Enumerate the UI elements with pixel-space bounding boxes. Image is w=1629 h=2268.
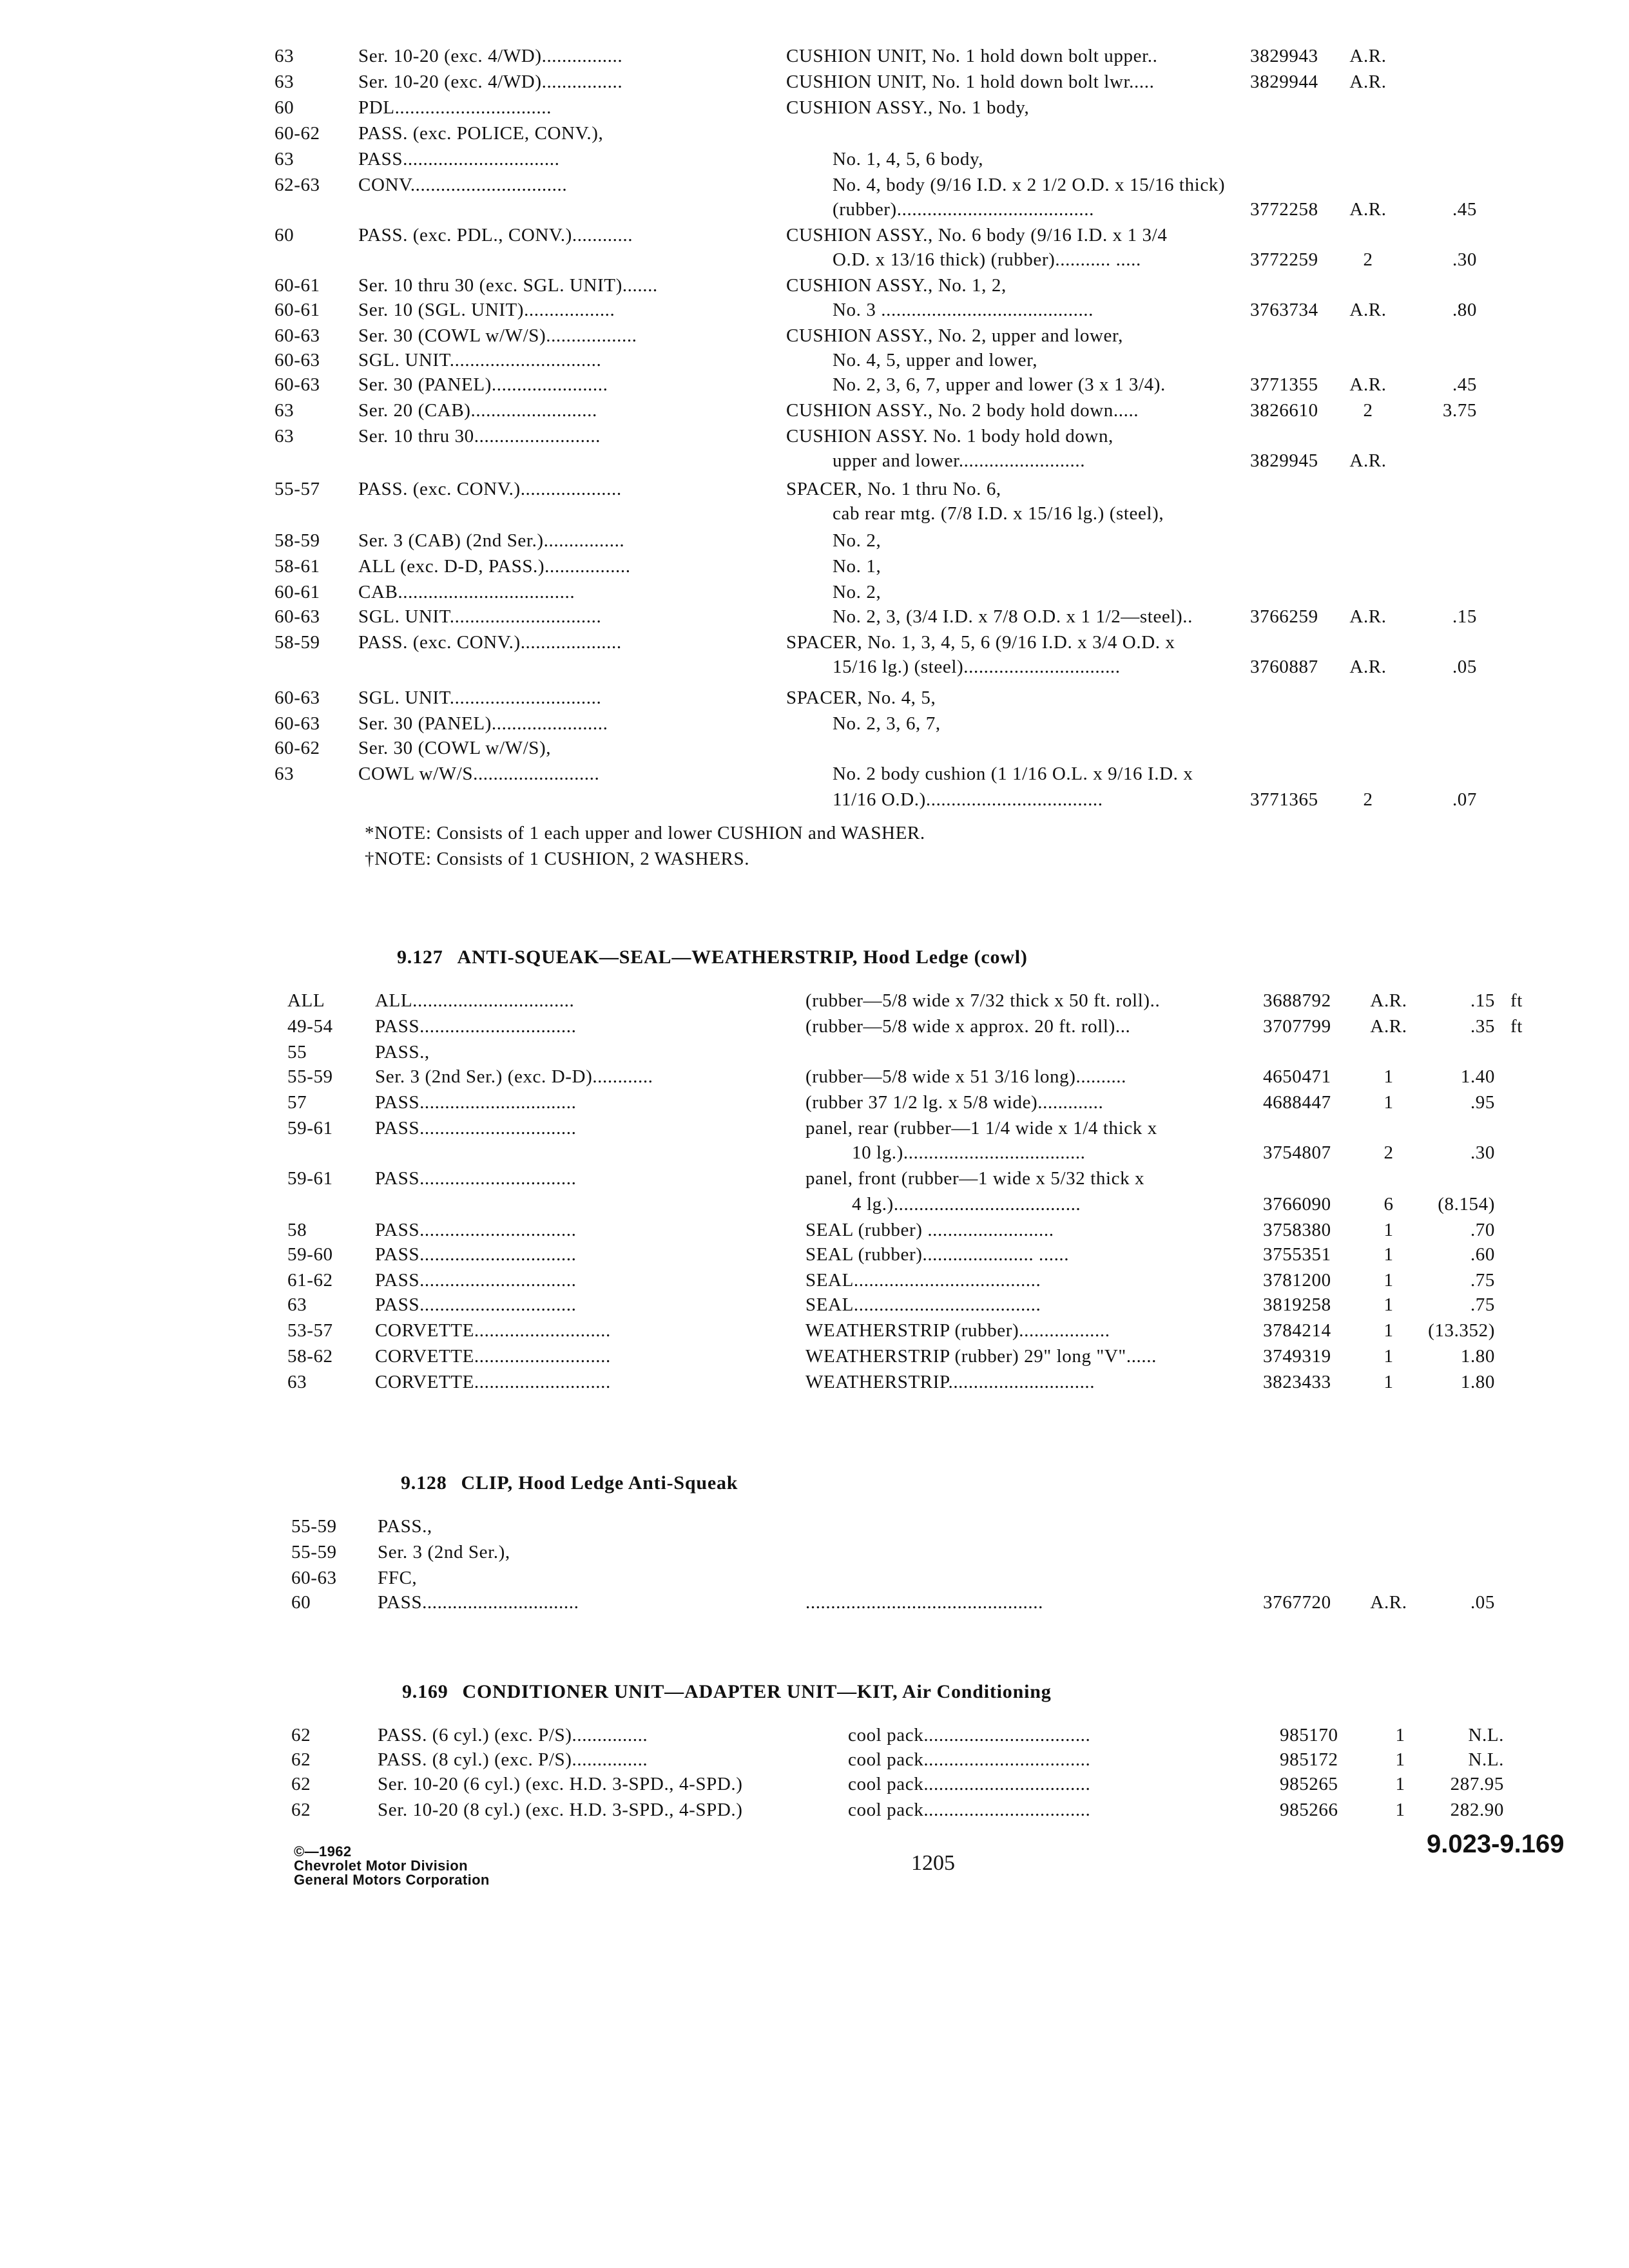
model-applicability: PASS............................... — [375, 1244, 577, 1265]
year-range: 63 — [275, 426, 294, 447]
quantity: 1 — [1395, 1725, 1405, 1745]
model-applicability: PASS. (exc. POLICE, CONV.), — [358, 123, 604, 144]
year-range: 63 — [275, 764, 294, 784]
part-description: 10 lg.).................................... — [852, 1142, 1086, 1163]
model-applicability: PDL............................... — [358, 97, 552, 118]
part-description: CUSHION ASSY. No. 1 body hold down, — [786, 426, 1113, 447]
quantity: 1 — [1395, 1774, 1405, 1794]
part-number: 3749319 — [1263, 1346, 1331, 1367]
part-description: No. 2, — [833, 582, 882, 602]
model-applicability: Ser. 20 (CAB)......................... — [358, 400, 597, 421]
year-range: 60-63 — [275, 713, 320, 734]
quantity: 1 — [1383, 1244, 1394, 1265]
model-applicability: PASS............................... — [375, 1220, 577, 1240]
part-number: 3766090 — [1263, 1194, 1331, 1215]
price: .95 — [1470, 1092, 1495, 1113]
year-range: 60-63 — [275, 606, 320, 627]
part-description: No. 2 body cushion (1 1/16 O.L. x 9/16 I.D. x — [833, 764, 1193, 784]
part-description: cab rear mtg. (7/8 I.D. x 15/16 lg.) (steel), — [833, 503, 1164, 524]
model-applicability: PASS............................... — [375, 1118, 577, 1139]
part-description: CUSHION UNIT, No. 1 hold down bolt lwr..... — [786, 72, 1155, 92]
quantity: A.R. — [1370, 1592, 1407, 1613]
part-description: No. 4, body (9/16 I.D. x 2 1/2 O.D. x 15/16 thick) — [833, 175, 1226, 195]
quantity: A.R. — [1349, 606, 1387, 627]
year-range: 62 — [291, 1725, 311, 1745]
part-description: ............................................... — [805, 1592, 1043, 1613]
year-range: 61-62 — [287, 1270, 333, 1291]
part-number: 985172 — [1280, 1749, 1338, 1770]
part-description: O.D. x 13/16 thick) (rubber)........... ..... — [833, 249, 1141, 270]
model-applicability: PASS., — [375, 1042, 430, 1062]
price: .30 — [1470, 1142, 1495, 1163]
model-applicability: PASS............................... — [358, 149, 560, 169]
year-range: 62-63 — [275, 175, 320, 195]
model-applicability: Ser. 3 (2nd Ser.) (exc. D-D)............ — [375, 1066, 653, 1087]
part-description: panel, rear (rubber—1 1/4 wide x 1/4 thick x — [805, 1118, 1157, 1139]
part-number: 4650471 — [1263, 1066, 1331, 1087]
footer-division: Chevrolet Motor Division — [294, 1858, 468, 1874]
part-number: 3771365 — [1250, 789, 1318, 810]
part-number: 3829943 — [1250, 46, 1318, 66]
part-number: 3829944 — [1250, 72, 1318, 92]
model-applicability: Ser. 30 (COWL w/W/S), — [358, 738, 552, 758]
price: .45 — [1452, 374, 1477, 395]
year-range: 60 — [275, 97, 294, 118]
price: .75 — [1470, 1294, 1495, 1315]
section-number: 9.169 — [402, 1681, 448, 1702]
part-description: 15/16 lg.) (steel)............................... — [833, 657, 1121, 677]
section-number: 9.128 — [401, 1472, 447, 1494]
part-number: 3772259 — [1250, 249, 1318, 270]
quantity: A.R. — [1349, 657, 1387, 677]
section-heading-9-127 — [397, 945, 1028, 970]
quantity: A.R. — [1349, 450, 1387, 471]
part-description: No. 1, 4, 5, 6 body, — [833, 149, 984, 169]
model-applicability: PASS. (exc. CONV.).................... — [358, 632, 622, 653]
year-range: 60 — [275, 225, 294, 245]
model-applicability: PASS............................... — [375, 1092, 577, 1113]
year-range: 60-62 — [275, 123, 320, 144]
part-description: No. 2, 3, 6, 7, — [833, 713, 941, 734]
part-description: (rubber 37 1/2 lg. x 5/8 wide)............. — [805, 1092, 1104, 1113]
price: .75 — [1470, 1270, 1495, 1291]
model-applicability: PASS............................... — [378, 1592, 579, 1613]
price: .80 — [1452, 300, 1477, 320]
year-range: 49-54 — [287, 1016, 333, 1037]
model-applicability: PASS. (exc. PDL., CONV.)............ — [358, 225, 633, 245]
part-description: No. 3 .......................................... — [833, 300, 1094, 320]
year-range: 55-59 — [291, 1516, 337, 1537]
part-number: 3772258 — [1250, 199, 1318, 220]
model-applicability: Ser. 30 (COWL w/W/S).................. — [358, 325, 637, 346]
year-range: 60-62 — [275, 738, 320, 758]
year-range: 60 — [291, 1592, 311, 1613]
model-applicability: PASS. (8 cyl.) (exc. P/S)............... — [378, 1749, 648, 1770]
part-description: SEAL (rubber) ......................... — [805, 1220, 1054, 1240]
note-cushion-washer: *NOTE: Consists of 1 each upper and lower CUSHION and WASHER. — [365, 823, 925, 843]
quantity: 6 — [1383, 1194, 1394, 1215]
price: 287.95 — [1450, 1774, 1504, 1794]
model-applicability: Ser. 30 (PANEL)....................... — [358, 713, 608, 734]
part-number: 3767720 — [1263, 1592, 1331, 1613]
part-description: SEAL..................................... — [805, 1270, 1041, 1291]
quantity: 1 — [1383, 1372, 1394, 1392]
section-title: CLIP, Hood Ledge Anti-Squeak — [461, 1472, 738, 1494]
section-title: ANTI-SQUEAK—SEAL—WEATHERSTRIP, Hood Ledge (cowl) — [457, 947, 1028, 968]
price: .60 — [1470, 1244, 1495, 1265]
model-applicability: CAB................................... — [358, 582, 575, 602]
quantity: 1 — [1383, 1294, 1394, 1315]
year-range: 55-59 — [287, 1066, 333, 1087]
part-description: No. 1, — [833, 556, 882, 577]
year-range: 59-61 — [287, 1118, 333, 1139]
price: .35 — [1470, 1016, 1495, 1037]
quantity: 1 — [1383, 1320, 1394, 1341]
model-applicability: PASS., — [378, 1516, 432, 1537]
part-description: No. 2, 3, (3/4 I.D. x 7/8 O.D. x 1 1/2—steel).. — [833, 606, 1193, 627]
price: N.L. — [1468, 1749, 1504, 1770]
quantity: A.R. — [1349, 46, 1387, 66]
footer-copyright: ©—1962 — [294, 1843, 352, 1860]
model-applicability: Ser. 10 thru 30......................... — [358, 426, 601, 447]
quantity: 1 — [1383, 1270, 1394, 1291]
quantity: 2 — [1363, 249, 1373, 270]
quantity: 1 — [1383, 1346, 1394, 1367]
part-description: WEATHERSTRIP (rubber) 29" long "V"...... — [805, 1346, 1157, 1367]
price: (13.352) — [1428, 1320, 1495, 1341]
quantity: A.R. — [1370, 1016, 1407, 1037]
model-applicability: Ser. 10-20 (exc. 4/WD)................ — [358, 72, 623, 92]
quantity: A.R. — [1349, 72, 1387, 92]
price: .70 — [1470, 1220, 1495, 1240]
model-applicability: PASS............................... — [375, 1168, 577, 1189]
page-number: 1205 — [911, 1851, 955, 1875]
year-range: 58-59 — [275, 530, 320, 551]
year-range: 63 — [275, 400, 294, 421]
price: 1.80 — [1460, 1372, 1495, 1392]
model-applicability: ALL................................ — [375, 990, 575, 1011]
part-description: (rubber—5/8 wide x 7/32 thick x 50 ft. roll).. — [805, 990, 1161, 1011]
price: (8.154) — [1438, 1194, 1495, 1215]
model-applicability: CORVETTE........................... — [375, 1372, 611, 1392]
year-range: 62 — [291, 1800, 311, 1820]
price: 1.80 — [1460, 1346, 1495, 1367]
price: .30 — [1452, 249, 1477, 270]
year-range: 60-63 — [275, 374, 320, 395]
part-number: 3819258 — [1263, 1294, 1331, 1315]
year-range: 58-62 — [287, 1346, 333, 1367]
model-applicability: FFC, — [378, 1568, 418, 1588]
year-range: 62 — [291, 1749, 311, 1770]
section-heading-9-169 — [402, 1679, 1052, 1705]
part-description: (rubber)....................................... — [833, 199, 1094, 220]
model-applicability: CONV............................... — [358, 175, 568, 195]
quantity: A.R. — [1349, 300, 1387, 320]
year-range: ALL — [287, 990, 325, 1011]
model-applicability: SGL. UNIT.............................. — [358, 350, 602, 370]
part-description: No. 2, — [833, 530, 882, 551]
model-applicability: Ser. 10-20 (8 cyl.) (exc. H.D. 3-SPD., 4-SPD.) — [378, 1800, 743, 1820]
year-range: 59-61 — [287, 1168, 333, 1189]
model-applicability: SGL. UNIT.............................. — [358, 606, 602, 627]
model-applicability: Ser. 30 (PANEL)....................... — [358, 374, 608, 395]
year-range: 63 — [275, 72, 294, 92]
model-applicability: PASS............................... — [375, 1294, 577, 1315]
part-description: upper and lower......................... — [833, 450, 1086, 471]
section-number: 9.127 — [397, 947, 443, 968]
part-description: CUSHION ASSY., No. 6 body (9/16 I.D. x 1 3/4 — [786, 225, 1168, 245]
year-range: 60-63 — [275, 350, 320, 370]
model-applicability: CORVETTE........................... — [375, 1320, 611, 1341]
quantity: 2 — [1363, 400, 1373, 421]
part-description: CUSHION ASSY., No. 2 body hold down..... — [786, 400, 1139, 421]
year-range: 63 — [287, 1294, 307, 1315]
part-description: panel, front (rubber—1 wide x 5/32 thick x — [805, 1168, 1145, 1189]
part-description: CUSHION UNIT, No. 1 hold down bolt upper.. — [786, 46, 1158, 66]
page-range: 9.023-9.169 — [1427, 1830, 1565, 1858]
model-applicability: Ser. 10 (SGL. UNIT).................. — [358, 300, 615, 320]
quantity: 1 — [1395, 1800, 1405, 1820]
price: 1.40 — [1460, 1066, 1495, 1087]
price: .05 — [1470, 1592, 1495, 1613]
part-number: 3763734 — [1250, 300, 1318, 320]
price: .15 — [1452, 606, 1477, 627]
part-number: 3781200 — [1263, 1270, 1331, 1291]
price: .05 — [1452, 657, 1477, 677]
price: 282.90 — [1450, 1800, 1504, 1820]
quantity: A.R. — [1370, 990, 1407, 1011]
year-range: 63 — [275, 46, 294, 66]
year-range: 63 — [287, 1372, 307, 1392]
part-description: 11/16 O.D.)................................... — [833, 789, 1103, 810]
year-range: 60-63 — [291, 1568, 337, 1588]
quantity: 2 — [1363, 789, 1373, 810]
part-description: CUSHION ASSY., No. 1 body, — [786, 97, 1030, 118]
part-number: 3829945 — [1250, 450, 1318, 471]
year-range: 55 — [287, 1042, 307, 1062]
model-applicability: PASS. (exc. CONV.).................... — [358, 479, 622, 499]
section-heading-9-128 — [401, 1470, 738, 1496]
part-number: 3766259 — [1250, 606, 1318, 627]
year-range: 59-60 — [287, 1244, 333, 1265]
model-applicability: CORVETTE........................... — [375, 1346, 611, 1367]
year-range: 55-59 — [291, 1542, 337, 1562]
unit-suffix: ft — [1510, 990, 1523, 1011]
part-description: 4 lg.)..................................... — [852, 1194, 1081, 1215]
year-range: 62 — [291, 1774, 311, 1794]
part-number: 3707799 — [1263, 1016, 1331, 1037]
model-applicability: Ser. 3 (CAB) (2nd Ser.)................ — [358, 530, 625, 551]
part-description: SPACER, No. 1 thru No. 6, — [786, 479, 1001, 499]
price: N.L. — [1468, 1725, 1504, 1745]
quantity: 1 — [1383, 1092, 1394, 1113]
unit-suffix: ft — [1510, 1016, 1523, 1037]
part-description: CUSHION ASSY., No. 1, 2, — [786, 275, 1007, 296]
price: .07 — [1452, 789, 1477, 810]
year-range: 57 — [287, 1092, 307, 1113]
footer-corporation: General Motors Corporation — [294, 1872, 490, 1888]
part-description: WEATHERSTRIP (rubber).................. — [805, 1320, 1110, 1341]
year-range: 58 — [287, 1220, 307, 1240]
model-applicability: Ser. 10 thru 30 (exc. SGL. UNIT)....... — [358, 275, 658, 296]
section-title: CONDITIONER UNIT—ADAPTER UNIT—KIT, Air Conditioning — [462, 1681, 1052, 1702]
part-description: No. 4, 5, upper and lower, — [833, 350, 1038, 370]
part-number: 3826610 — [1250, 400, 1318, 421]
price: .15 — [1470, 990, 1495, 1011]
quantity: 1 — [1395, 1749, 1405, 1770]
year-range: 58-61 — [275, 556, 320, 577]
year-range: 55-57 — [275, 479, 320, 499]
model-applicability: PASS............................... — [375, 1270, 577, 1291]
part-description: WEATHERSTRIP............................. — [805, 1372, 1095, 1392]
price: 3.75 — [1442, 400, 1477, 421]
part-number: 3760887 — [1250, 657, 1318, 677]
part-description: No. 2, 3, 6, 7, upper and lower (3 x 1 3/4). — [833, 374, 1166, 395]
model-applicability: ALL (exc. D-D, PASS.)................. — [358, 556, 631, 577]
part-number: 985266 — [1280, 1800, 1338, 1820]
part-description: cool pack................................. — [848, 1749, 1091, 1770]
part-number: 985170 — [1280, 1725, 1338, 1745]
model-applicability: Ser. 10-20 (6 cyl.) (exc. H.D. 3-SPD., 4-SPD.) — [378, 1774, 743, 1794]
year-range: 60-61 — [275, 582, 320, 602]
part-number: 4688447 — [1263, 1092, 1331, 1113]
year-range: 53-57 — [287, 1320, 333, 1341]
year-range: 58-59 — [275, 632, 320, 653]
year-range: 63 — [275, 149, 294, 169]
part-number: 3758380 — [1263, 1220, 1331, 1240]
part-number: 3823433 — [1263, 1372, 1331, 1392]
model-applicability: PASS. (6 cyl.) (exc. P/S)............... — [378, 1725, 648, 1745]
part-description: cool pack................................. — [848, 1800, 1091, 1820]
part-number: 3784214 — [1263, 1320, 1331, 1341]
part-description: SPACER, No. 4, 5, — [786, 687, 936, 708]
part-description: SEAL..................................... — [805, 1294, 1041, 1315]
part-number: 3771355 — [1250, 374, 1318, 395]
part-description: cool pack................................. — [848, 1774, 1091, 1794]
year-range: 60-61 — [275, 300, 320, 320]
quantity: A.R. — [1349, 374, 1387, 395]
part-number: 3688792 — [1263, 990, 1331, 1011]
part-description: SPACER, No. 1, 3, 4, 5, 6 (9/16 I.D. x 3/4 O.D. x — [786, 632, 1175, 653]
model-applicability: SGL. UNIT.............................. — [358, 687, 602, 708]
part-number: 3754807 — [1263, 1142, 1331, 1163]
quantity: A.R. — [1349, 199, 1387, 220]
model-applicability: Ser. 10-20 (exc. 4/WD)................ — [358, 46, 623, 66]
part-description: (rubber—5/8 wide x 51 3/16 long).......... — [805, 1066, 1126, 1087]
year-range: 60-63 — [275, 687, 320, 708]
year-range: 60-63 — [275, 325, 320, 346]
year-range: 60-61 — [275, 275, 320, 296]
quantity: 1 — [1383, 1066, 1394, 1087]
part-description: (rubber—5/8 wide x approx. 20 ft. roll)... — [805, 1016, 1131, 1037]
price: .45 — [1452, 199, 1477, 220]
part-number: 3755351 — [1263, 1244, 1331, 1265]
part-description: SEAL (rubber)...................... ...... — [805, 1244, 1070, 1265]
part-description: cool pack................................. — [848, 1725, 1091, 1745]
note-cushion-washers: †NOTE: Consists of 1 CUSHION, 2 WASHERS. — [365, 849, 750, 869]
model-applicability: COWL w/W/S......................... — [358, 764, 600, 784]
model-applicability: PASS............................... — [375, 1016, 577, 1037]
part-description: CUSHION ASSY., No. 2, upper and lower, — [786, 325, 1123, 346]
quantity: 2 — [1383, 1142, 1394, 1163]
model-applicability: Ser. 3 (2nd Ser.), — [378, 1542, 510, 1562]
part-number: 985265 — [1280, 1774, 1338, 1794]
quantity: 1 — [1383, 1220, 1394, 1240]
